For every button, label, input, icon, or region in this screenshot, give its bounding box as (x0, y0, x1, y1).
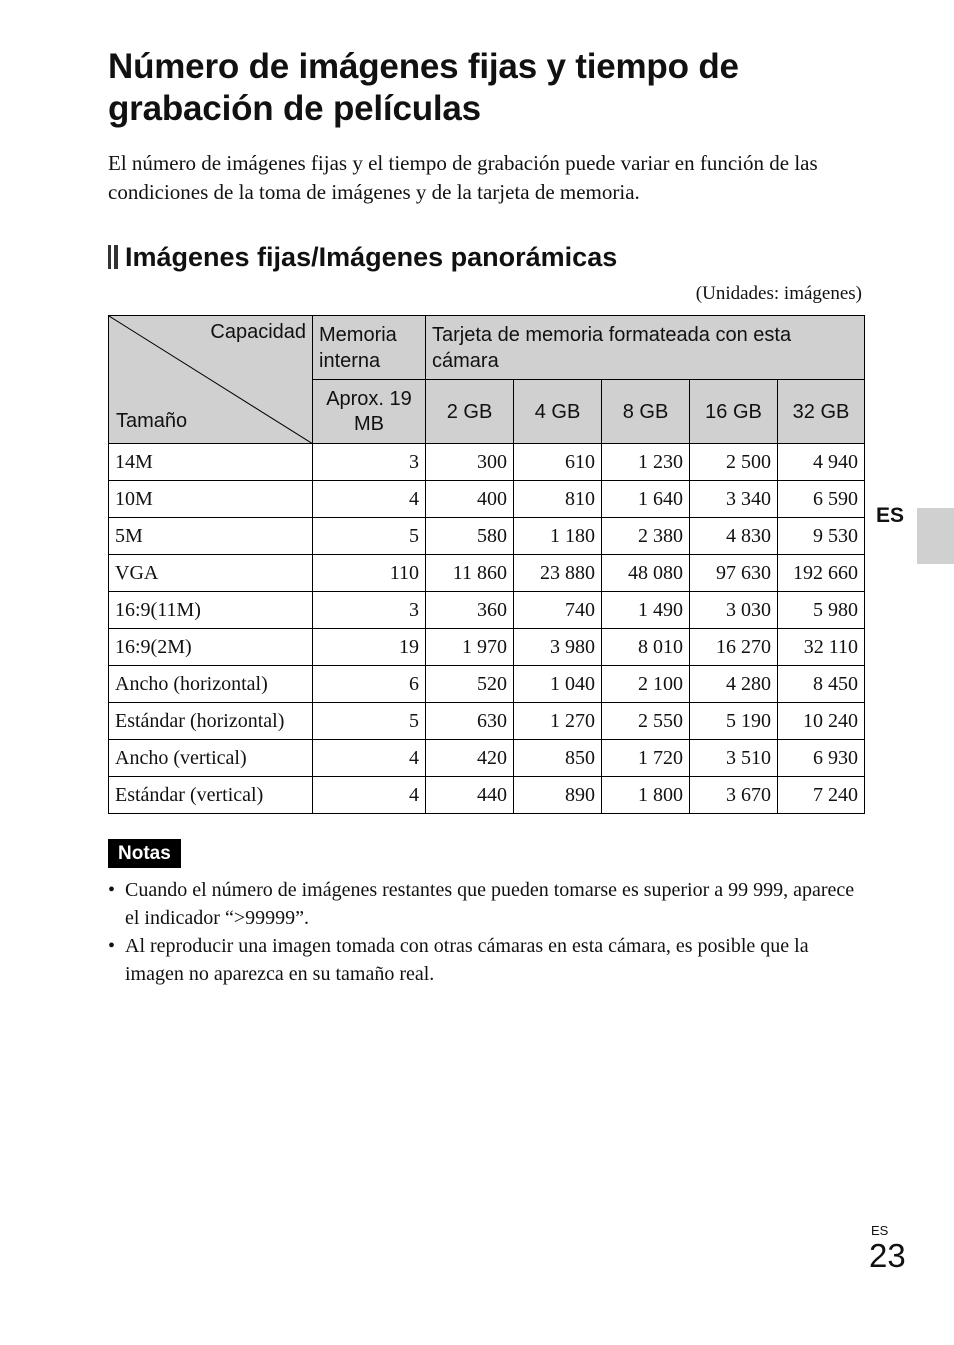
side-tab (917, 508, 954, 564)
table-corner-header (109, 316, 313, 444)
table-cell: 2 100 (602, 666, 690, 703)
row-label: 16:9(11M) (109, 592, 313, 629)
units-note: (Unidades: imágenes) (695, 283, 862, 304)
subheader-cell: 8 GB (602, 380, 690, 444)
table-cell: 19 (313, 629, 426, 666)
table-cell: 580 (426, 518, 514, 555)
table-row (109, 592, 865, 629)
table-cell: 360 (426, 592, 514, 629)
table-cell: 5 980 (778, 592, 865, 629)
table-cell: 16 270 (690, 629, 778, 666)
table-cell: 3 (313, 444, 426, 481)
table-cell: 610 (514, 444, 602, 481)
row-label: Ancho (vertical) (109, 740, 313, 777)
table-cell: 192 660 (778, 555, 865, 592)
notes-list (108, 876, 868, 988)
table-cell: 2 380 (602, 518, 690, 555)
table-cell: 1 970 (426, 629, 514, 666)
row-label: VGA (109, 555, 313, 592)
page-language: ES (871, 1223, 889, 1238)
table-cell: 8 450 (778, 666, 865, 703)
table-cell: 2 550 (602, 703, 690, 740)
table-cell: 1 180 (514, 518, 602, 555)
table-cell: 4 940 (778, 444, 865, 481)
table-cell: 1 490 (602, 592, 690, 629)
notes-badge: Notas (108, 839, 181, 868)
table-row (109, 444, 865, 481)
row-label: Estándar (horizontal) (109, 703, 313, 740)
table-cell: 6 (313, 666, 426, 703)
table-cell: 6 930 (778, 740, 865, 777)
table-cell: 520 (426, 666, 514, 703)
subheader-cell: 16 GB (690, 380, 778, 444)
table-cell: 8 010 (602, 629, 690, 666)
table-cell: 890 (514, 777, 602, 814)
table-cell: 3 340 (690, 481, 778, 518)
header-tarjeta: Tarjeta de memoria formateada con esta cámara (426, 316, 865, 380)
table-cell: 850 (514, 740, 602, 777)
row-label: Ancho (horizontal) (109, 666, 313, 703)
corner-tamano: Tamaño (116, 410, 188, 432)
table-cell: 23 880 (514, 555, 602, 592)
row-label: 16:9(2M) (109, 629, 313, 666)
table-row (109, 666, 865, 703)
table-cell: 1 040 (514, 666, 602, 703)
row-label: 14M (109, 444, 313, 481)
table-cell: 1 720 (602, 740, 690, 777)
table-cell: 97 630 (690, 555, 778, 592)
table-row (109, 518, 865, 555)
table-cell: 2 500 (690, 444, 778, 481)
row-label: Estándar (vertical) (109, 777, 313, 814)
note-item: • Al reproducir una imagen tomada con otras cámaras en esta cámara, es posible que la imagen no aparezca en su tamaño real. (108, 932, 868, 988)
table-row (109, 740, 865, 777)
table-cell: 4 (313, 777, 426, 814)
row-label: 10M (109, 481, 313, 518)
subheader-cell: 2 GB (426, 380, 514, 444)
table-cell: 11 860 (426, 555, 514, 592)
section-marker-icon (108, 245, 118, 269)
table-cell: 6 590 (778, 481, 865, 518)
table-row (109, 777, 865, 814)
table-cell: 3 670 (690, 777, 778, 814)
table-cell: 3 980 (514, 629, 602, 666)
table-cell: 4 (313, 740, 426, 777)
row-label: 5M (109, 518, 313, 555)
page-title: Número de imágenes fijas y tiempo de grabación de películas (108, 47, 739, 128)
subheader-cell: Aprox. 19 MB (313, 380, 426, 444)
table-cell: 3 030 (690, 592, 778, 629)
note-item: • Cuando el número de imágenes restantes que pueden tomarse es superior a 99 999, aparece el indicador “>99999”. (108, 876, 868, 932)
table-cell: 3 (313, 592, 426, 629)
subheader-cell: 4 GB (514, 380, 602, 444)
table-cell: 5 (313, 703, 426, 740)
table-cell: 1 230 (602, 444, 690, 481)
side-language-label: ES (876, 504, 905, 527)
table-cell: 300 (426, 444, 514, 481)
table-row (109, 481, 865, 518)
table-row (109, 555, 865, 592)
table-cell: 9 530 (778, 518, 865, 555)
table-cell: 400 (426, 481, 514, 518)
table-cell: 1 270 (514, 703, 602, 740)
table-cell: 1 800 (602, 777, 690, 814)
table-cell: 4 (313, 481, 426, 518)
header-memoria-interna: Memoria interna (313, 316, 426, 380)
table-row (109, 703, 865, 740)
table-cell: 4 280 (690, 666, 778, 703)
table-cell: 630 (426, 703, 514, 740)
table-cell: 48 080 (602, 555, 690, 592)
section-heading (108, 240, 617, 274)
table-cell: 10 240 (778, 703, 865, 740)
intro-paragraph: El número de imágenes fijas y el tiempo de grabación puede variar en función de las condiciones de la toma de imágenes y de la tarjeta de memoria. (108, 151, 818, 204)
table-cell: 110 (313, 555, 426, 592)
subheader-cell: 32 GB (778, 380, 865, 444)
table-cell: 440 (426, 777, 514, 814)
table-cell: 810 (514, 481, 602, 518)
table-cell: 5 190 (690, 703, 778, 740)
table-row (109, 629, 865, 666)
corner-capacidad: Capacidad (210, 321, 306, 343)
table-cell: 1 640 (602, 481, 690, 518)
table-cell: 740 (514, 592, 602, 629)
table-cell: 5 (313, 518, 426, 555)
table-cell: 32 110 (778, 629, 865, 666)
capacity-table (108, 315, 865, 814)
table-cell: 4 830 (690, 518, 778, 555)
section-heading-text: Imágenes fijas/Imágenes panorámicas (125, 242, 618, 272)
page-number: 23 (869, 1237, 906, 1274)
table-cell: 7 240 (778, 777, 865, 814)
table-cell: 3 510 (690, 740, 778, 777)
table-cell: 420 (426, 740, 514, 777)
